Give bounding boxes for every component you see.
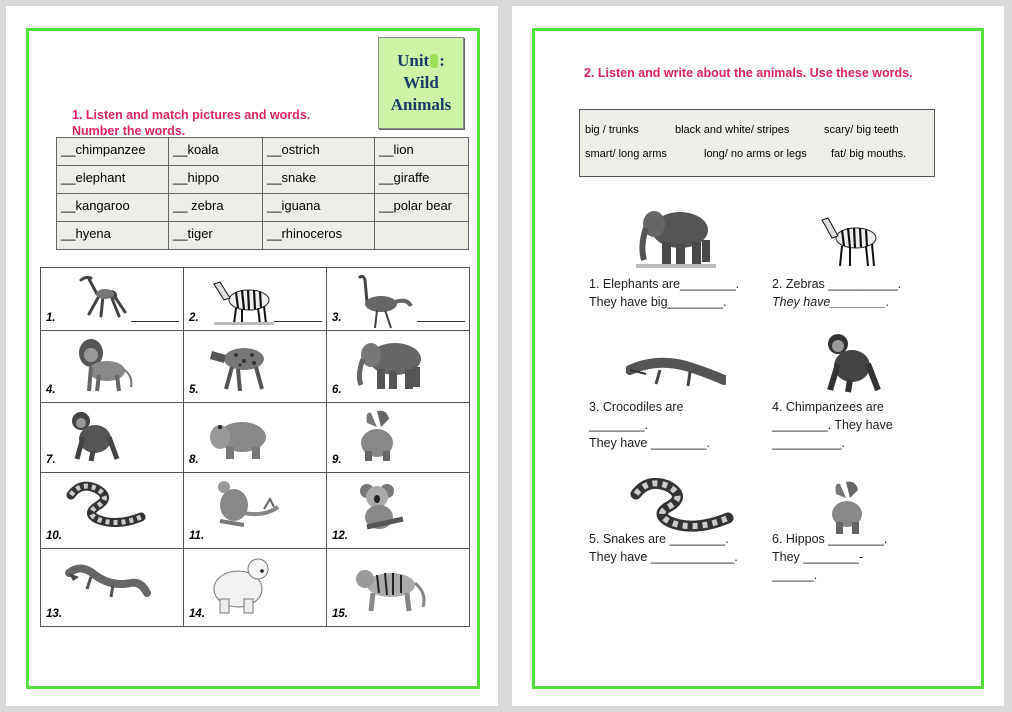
word-cell[interactable]: __chimpanzee: [57, 138, 169, 166]
word-row: [57, 194, 469, 222]
picture-cell[interactable]: [327, 473, 470, 549]
answer-line: 3. Crocodiles are: [589, 400, 684, 414]
picture-cell[interactable]: [327, 268, 470, 331]
word-bank-item: scary/ big teeth: [824, 124, 899, 136]
answer-line: 6. Hippos ________.: [772, 532, 888, 546]
worksheet-page-left: [6, 6, 498, 706]
answer-blank[interactable]: [131, 321, 179, 322]
koala-icon: [347, 477, 417, 537]
answer-4[interactable]: [772, 398, 893, 452]
answer-line: They have________.: [772, 295, 890, 309]
picture-row: [41, 403, 470, 473]
answer-line: ______.: [772, 568, 818, 582]
word-bank-item: big / trunks: [585, 124, 639, 136]
exercise-1-heading: 1. Listen and match pictures and words. Number the words.: [72, 108, 321, 138]
picture-number: 11.: [189, 530, 205, 542]
picture-number: 15.: [332, 608, 348, 620]
picture-number: 3.: [332, 312, 342, 324]
chimpanzee-icon: [61, 407, 131, 465]
word-bank: [579, 109, 935, 177]
word-cell[interactable]: __ostrich: [263, 138, 375, 166]
picture-number: 8.: [189, 454, 199, 466]
unit-colon: :: [439, 51, 445, 70]
hippo-mouth-open-icon: [822, 480, 872, 536]
answer-1[interactable]: [589, 275, 739, 311]
answer-line: They have big________.: [589, 295, 727, 309]
word-cell[interactable]: __polar bear: [375, 194, 469, 222]
zebra-icon: [810, 206, 890, 270]
unit-label: Unit: [397, 51, 430, 70]
word-cell[interactable]: __hyena: [57, 222, 169, 250]
answer-blank[interactable]: [417, 321, 465, 322]
word-table: [56, 137, 469, 250]
word-row: [57, 166, 469, 194]
answer-line: They ________-: [772, 550, 864, 564]
answer-line: ________. They have: [772, 418, 893, 432]
answer-line: They have ________.: [589, 436, 710, 450]
picture-number: 4.: [46, 384, 56, 396]
exercise-2-heading: 2. Listen and write about the animals. Use these words.: [584, 66, 913, 80]
picture-cell[interactable]: [41, 473, 184, 549]
picture-row: [41, 473, 470, 549]
word-cell[interactable]: __iguana: [263, 194, 375, 222]
answer-line: 5. Snakes are ________.: [589, 532, 729, 546]
hippo-mouth-open-icon: [347, 407, 407, 465]
picture-cell[interactable]: [327, 331, 470, 403]
elephant-icon: [630, 202, 720, 272]
picture-cell[interactable]: [41, 549, 184, 627]
giraffe-icon: [61, 272, 131, 322]
word-bank-item: fat/ big mouths.: [831, 148, 907, 160]
picture-number: 12.: [332, 530, 348, 542]
word-cell[interactable]: __rhinoceros: [263, 222, 375, 250]
answer-line: They have ____________.: [589, 550, 738, 564]
zebra-icon: [204, 272, 284, 327]
kangaroo-icon: [204, 477, 284, 531]
picture-number: 6.: [332, 384, 342, 396]
picture-row: [41, 549, 470, 627]
answer-line: ________.: [589, 418, 649, 432]
word-bank-item: long/ no arms or legs: [704, 148, 807, 160]
picture-cell[interactable]: [184, 268, 327, 331]
answer-2[interactable]: [772, 275, 901, 311]
ostrich-icon: [347, 272, 417, 330]
polar-bear-icon: [204, 553, 284, 615]
picture-row: [41, 331, 470, 403]
word-cell-empty: [375, 222, 469, 250]
answer-3[interactable]: [589, 398, 710, 452]
picture-cell[interactable]: [41, 268, 184, 331]
word-bank-item: smart/ long arms: [585, 148, 667, 160]
crocodile-icon: [626, 346, 726, 394]
picture-number: 5.: [189, 384, 199, 396]
picture-row: [41, 268, 470, 331]
picture-number: 13.: [46, 608, 62, 620]
picture-number: 7.: [46, 454, 56, 466]
word-cell[interactable]: __lion: [375, 138, 469, 166]
chimpanzee-icon: [812, 328, 892, 398]
answer-5[interactable]: [589, 530, 738, 566]
picture-number: 2.: [189, 312, 199, 324]
picture-cell[interactable]: [41, 403, 184, 473]
picture-number: 10.: [46, 530, 62, 542]
unit-title-line2: Wild: [403, 73, 439, 92]
picture-cell[interactable]: [184, 473, 327, 549]
picture-cell[interactable]: [327, 549, 470, 627]
word-cell[interactable]: __tiger: [169, 222, 263, 250]
lion-icon: [61, 335, 141, 395]
tiger-icon: [347, 553, 433, 615]
worksheet-page-right: [512, 6, 1004, 706]
word-cell[interactable]: __ zebra: [169, 194, 263, 222]
unit-title-line3: Animals: [390, 95, 452, 114]
unit-number-marker: [430, 54, 438, 68]
picture-number: 14.: [189, 608, 205, 620]
word-cell[interactable]: __hippo: [169, 166, 263, 194]
word-cell[interactable]: __elephant: [57, 166, 169, 194]
picture-grid: [40, 267, 470, 627]
word-cell[interactable]: __koala: [169, 138, 263, 166]
picture-cell[interactable]: [327, 403, 470, 473]
iguana-icon: [61, 553, 151, 613]
word-bank-item: black and white/ stripes: [675, 124, 790, 136]
picture-cell[interactable]: [184, 403, 327, 473]
answer-6[interactable]: [772, 530, 887, 584]
answer-line: 2. Zebras __________.: [772, 277, 902, 291]
snake-icon: [624, 472, 734, 534]
word-row: [57, 138, 469, 166]
word-row: [57, 222, 469, 250]
picture-cell[interactable]: [184, 549, 327, 627]
snake-icon: [61, 477, 147, 527]
hippo-icon: [204, 407, 274, 463]
elephant-icon: [347, 335, 433, 395]
picture-number: 1.: [46, 312, 56, 324]
answer-line: 1. Elephants are________.: [589, 277, 740, 291]
word-cell[interactable]: __giraffe: [375, 166, 469, 194]
picture-cell[interactable]: [184, 331, 327, 403]
picture-number: 9.: [332, 454, 342, 466]
hyena-icon: [204, 335, 284, 395]
answer-line: 4. Chimpanzees are: [772, 400, 884, 414]
answer-blank[interactable]: [274, 321, 322, 322]
answer-line: __________.: [772, 436, 845, 450]
unit-title-box: [378, 37, 464, 129]
word-cell[interactable]: __snake: [263, 166, 375, 194]
picture-cell[interactable]: [41, 331, 184, 403]
word-cell[interactable]: __kangaroo: [57, 194, 169, 222]
